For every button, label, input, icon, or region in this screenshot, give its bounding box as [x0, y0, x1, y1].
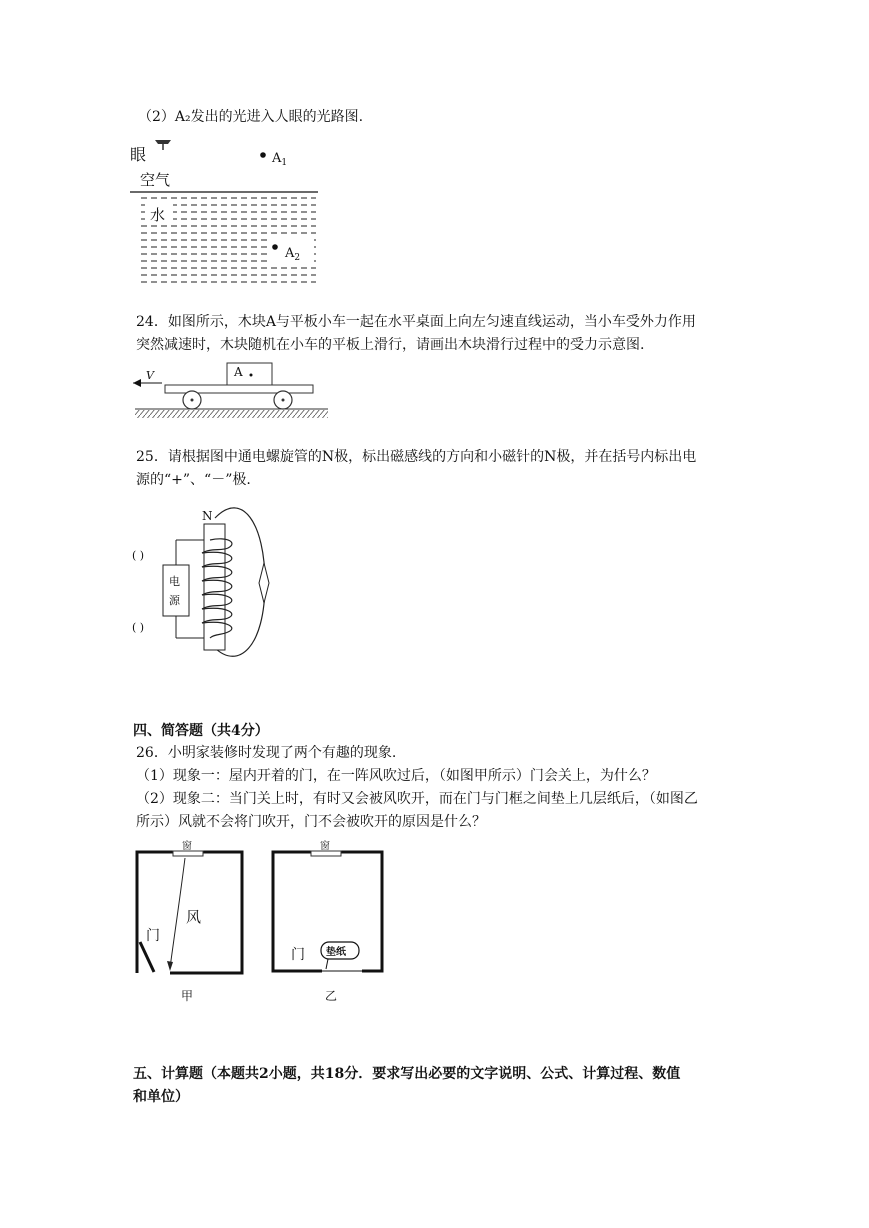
section5-heading-line1: 五、计算题（本题共2小题，共18分．要求写出必要的文字说明、公式、计算过程、数值 — [133, 1066, 681, 1082]
q24-line2: 突然减速时，木块随机在小车的平板上滑行，请画出木块滑行过程中的受力示意图. — [136, 337, 645, 353]
air-label: 空气 — [140, 171, 171, 189]
q26-intro: 26．小明家装修时发现了两个有趣的现象. — [136, 745, 397, 761]
point-a1-label: $A_1$ — [272, 151, 288, 168]
ground-hatch — [135, 410, 328, 418]
q26-part2-line1: （2）现象二：当门关上时，有时又会被风吹开，而在门与门框之间垫上几层纸后，（如图乙 — [136, 791, 698, 807]
section5-heading-line2: 和单位） — [133, 1089, 189, 1105]
section4-heading: 四、简答题（共4分） — [133, 723, 269, 739]
wind-arrow-jia — [170, 858, 185, 968]
door-label-yi: 门 — [291, 947, 305, 963]
q26-figures — [130, 838, 390, 1013]
q25-line1: 25．请根据图中通电螺旋管的N极，标出磁感线的方向和小磁针的N极，并在括号内标出电 — [136, 449, 697, 465]
point-a1-dot — [260, 152, 266, 158]
bracket-bottom: ( ) — [132, 621, 145, 634]
door-label-jia: 门 — [146, 928, 160, 944]
q24-line1: 24．如图所示，木块A与平板小车一起在水平桌面上向左匀速直线运动，当小车受外力作用 — [136, 314, 696, 330]
window-label-yi: 窗 — [320, 841, 330, 852]
window-label-jia: 窗 — [182, 841, 192, 852]
q26-part2-line2: 所示）风就不会将门吹开，门不会被吹开的原因是什么？ — [136, 814, 486, 830]
north-pole-label: N — [202, 509, 213, 523]
eye-icon — [155, 140, 171, 150]
point-a2-label: $A_2$ — [285, 246, 301, 263]
wind-label-jia: 风 — [186, 908, 202, 926]
figure-label-jia: 甲 — [181, 989, 194, 1003]
wood-block-label: A — [234, 365, 243, 379]
q24-figure — [130, 355, 330, 427]
point-a2-dot — [272, 244, 278, 250]
power-source-label-1: 电 — [169, 575, 180, 588]
q25-figure — [130, 498, 280, 673]
open-door-jia — [140, 942, 154, 972]
eye-label: 眼 — [130, 145, 147, 164]
paper-pad-label: 垫纸 — [326, 947, 346, 958]
power-source — [163, 565, 189, 616]
q26-part1: （1）现象一：屋内开着的门，在一阵风吹过后，（如图甲所示）门会关上，为什么？ — [136, 768, 656, 784]
water-label: 水 — [150, 206, 166, 224]
bracket-top: ( ) — [132, 549, 145, 562]
q25-line2: 源的“+”、“－”极. — [136, 472, 251, 488]
figure-label-yi: 乙 — [325, 989, 338, 1003]
compass-needle — [259, 563, 269, 603]
solenoid-core — [204, 524, 225, 650]
q23-part2-text: （2）A₂发出的光进入人眼的光路图. — [138, 109, 364, 125]
power-source-label-2: 源 — [169, 594, 180, 607]
velocity-label: V — [146, 369, 154, 382]
q23-figure — [130, 132, 330, 292]
